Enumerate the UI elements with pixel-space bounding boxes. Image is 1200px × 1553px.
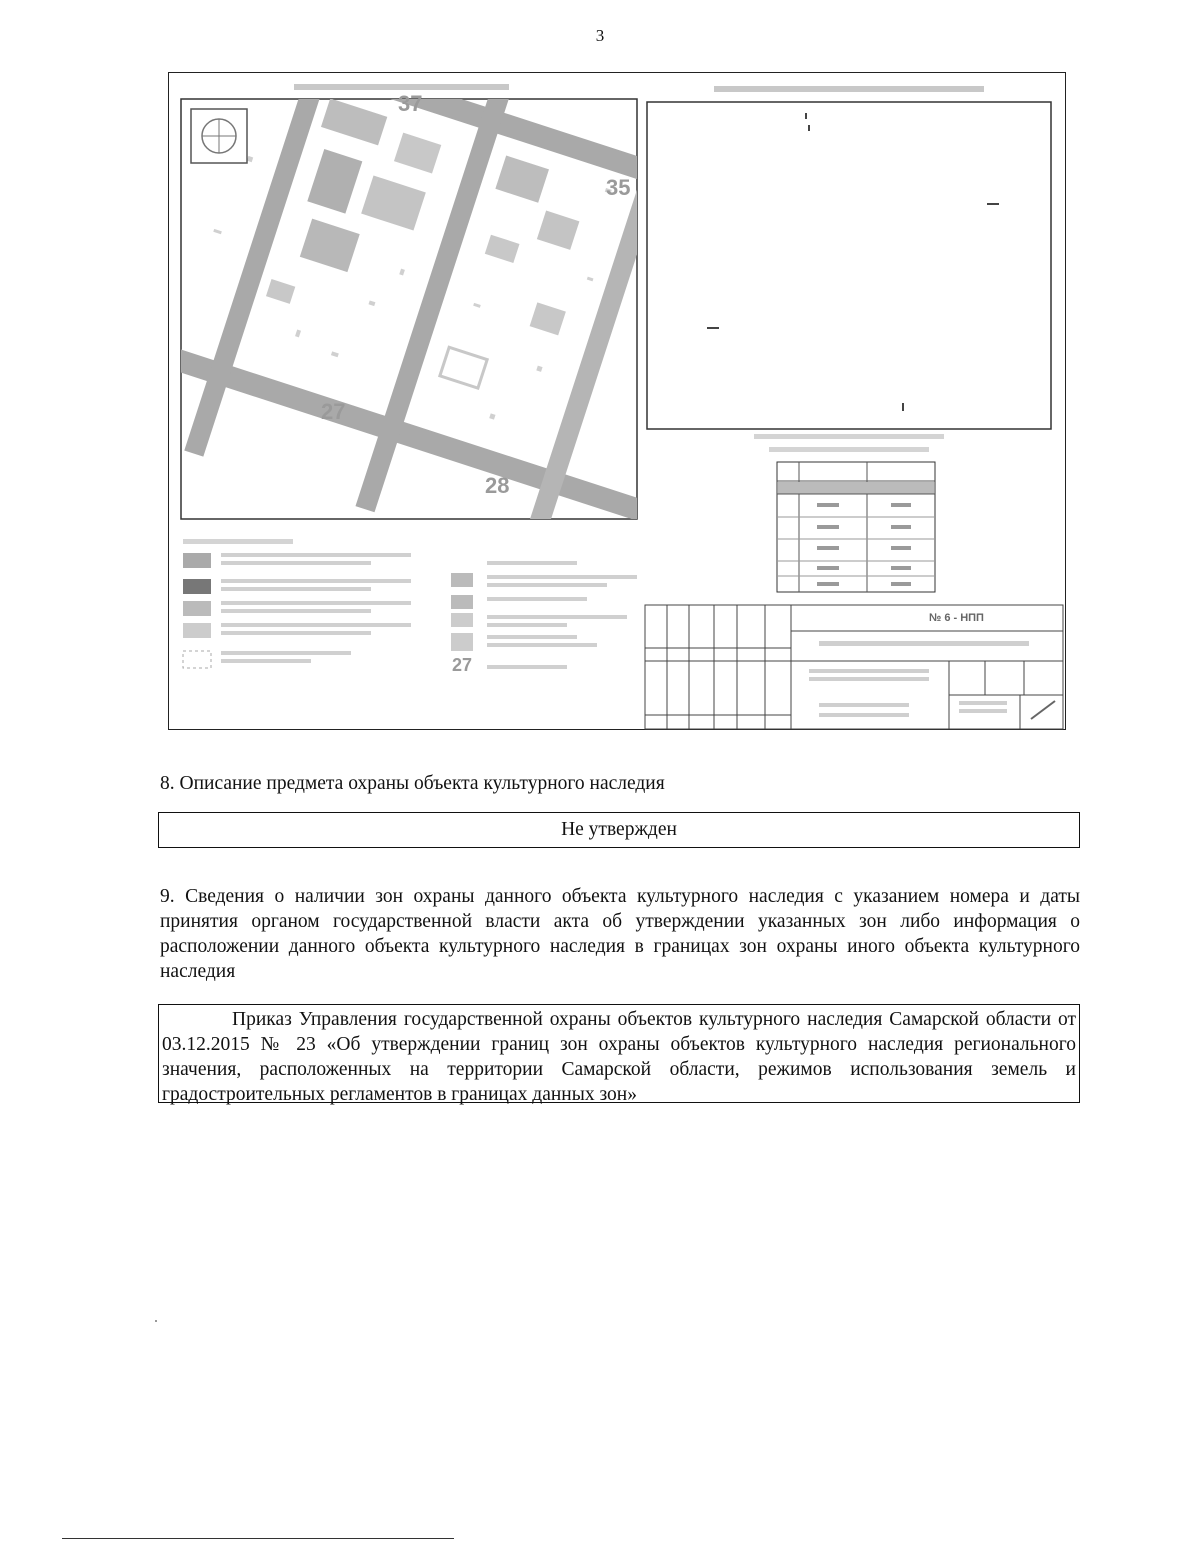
scan-artifact [155,1320,157,1322]
page-number: 3 [595,26,605,45]
map-figure [168,72,1066,730]
section-8-value: Не утвержден [561,819,677,840]
section-8-value-box [158,812,1080,848]
section-8-heading: 8. Описание предмета охраны объекта культурного наследия [160,773,665,794]
section-9-value-box [158,1004,1080,1103]
block-label: 37 [398,91,423,116]
map-legend [183,539,637,669]
scheme-caption [714,86,984,92]
section-9-heading: 9. Сведения о наличии зон охраны данного объекта культурного наследия с указанием номера и даты принятия органом государственной власти акта об утверждении указанных зон либо информация о расположении данного объекта культурного наследия в границах зон охраны иного объекта культурного наследия [160,886,1080,982]
coordinates-table [754,434,944,592]
stamp-code: № 6 - НПП [929,612,984,624]
section-9-value: Приказ Управления государственной охраны объектов культурного наследия Самарской области от 03.12.2015 № 23 «Об утверждении границ зон охраны объектов культурного наследия регионального значения, расположенных на территории Самарской области, режимов использования земель и градостроительных регламентов в границах данных зон» [162,1009,1076,1105]
footnote-rule [62,1538,454,1539]
block-label: 35 [606,175,631,200]
map-caption [294,84,509,90]
block-label: 27 [321,399,346,424]
cadastral-map [169,73,1067,731]
legend-sample-label: 27 [452,655,473,675]
block-label: 28 [485,473,510,498]
scheme-panel [647,102,1051,429]
